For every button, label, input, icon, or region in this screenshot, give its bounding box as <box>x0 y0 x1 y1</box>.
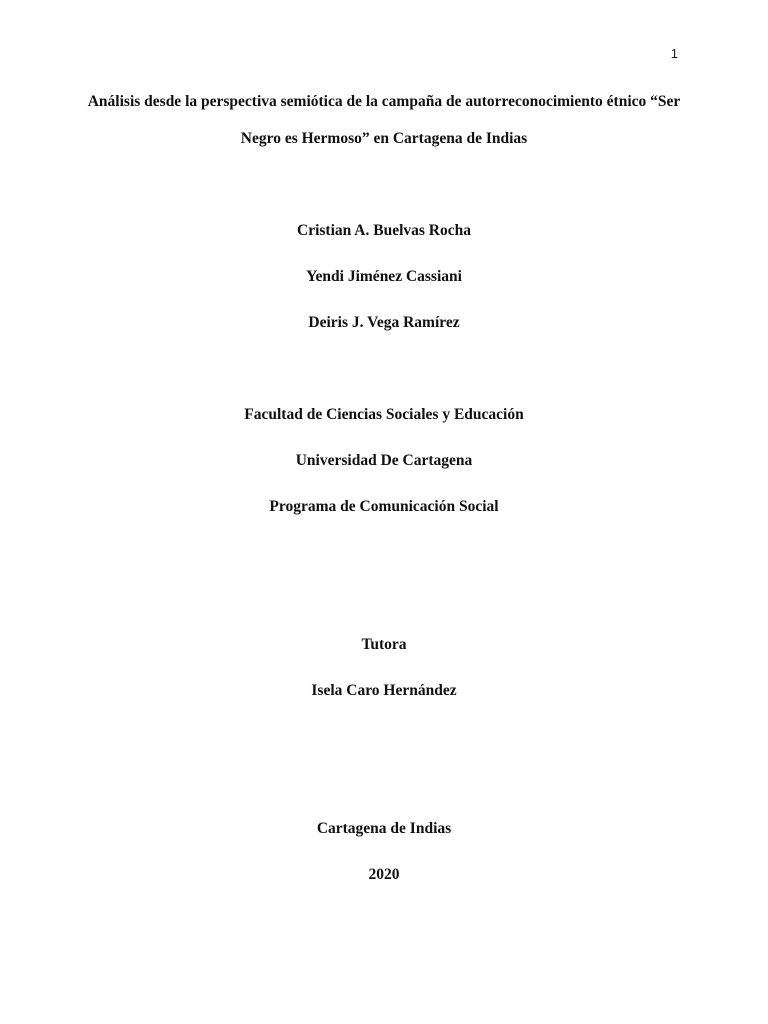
place: Cartagena de Indias <box>316 820 452 837</box>
title-line-2: Negro es Hermoso” en Cartagena de Indias <box>240 130 528 147</box>
author-3: Deiris J. Vega Ramírez <box>308 314 460 331</box>
university: Universidad De Cartagena <box>295 452 473 469</box>
tutor-label: Tutora <box>361 636 407 653</box>
program: Programa de Comunicación Social <box>269 498 499 515</box>
page-number: 1 <box>670 46 678 61</box>
title-line-1: Análisis desde la perspectiva semiótica de la campaña de autorreconocimiento étnico “Ser <box>87 93 681 110</box>
year: 2020 <box>368 866 400 883</box>
tutor-name: Isela Caro Hernández <box>311 682 457 699</box>
author-1: Cristian A. Buelvas Rocha <box>297 222 471 239</box>
author-2: Yendi Jiménez Cassiani <box>306 268 462 285</box>
faculty: Facultad de Ciencias Sociales y Educación <box>244 406 524 423</box>
